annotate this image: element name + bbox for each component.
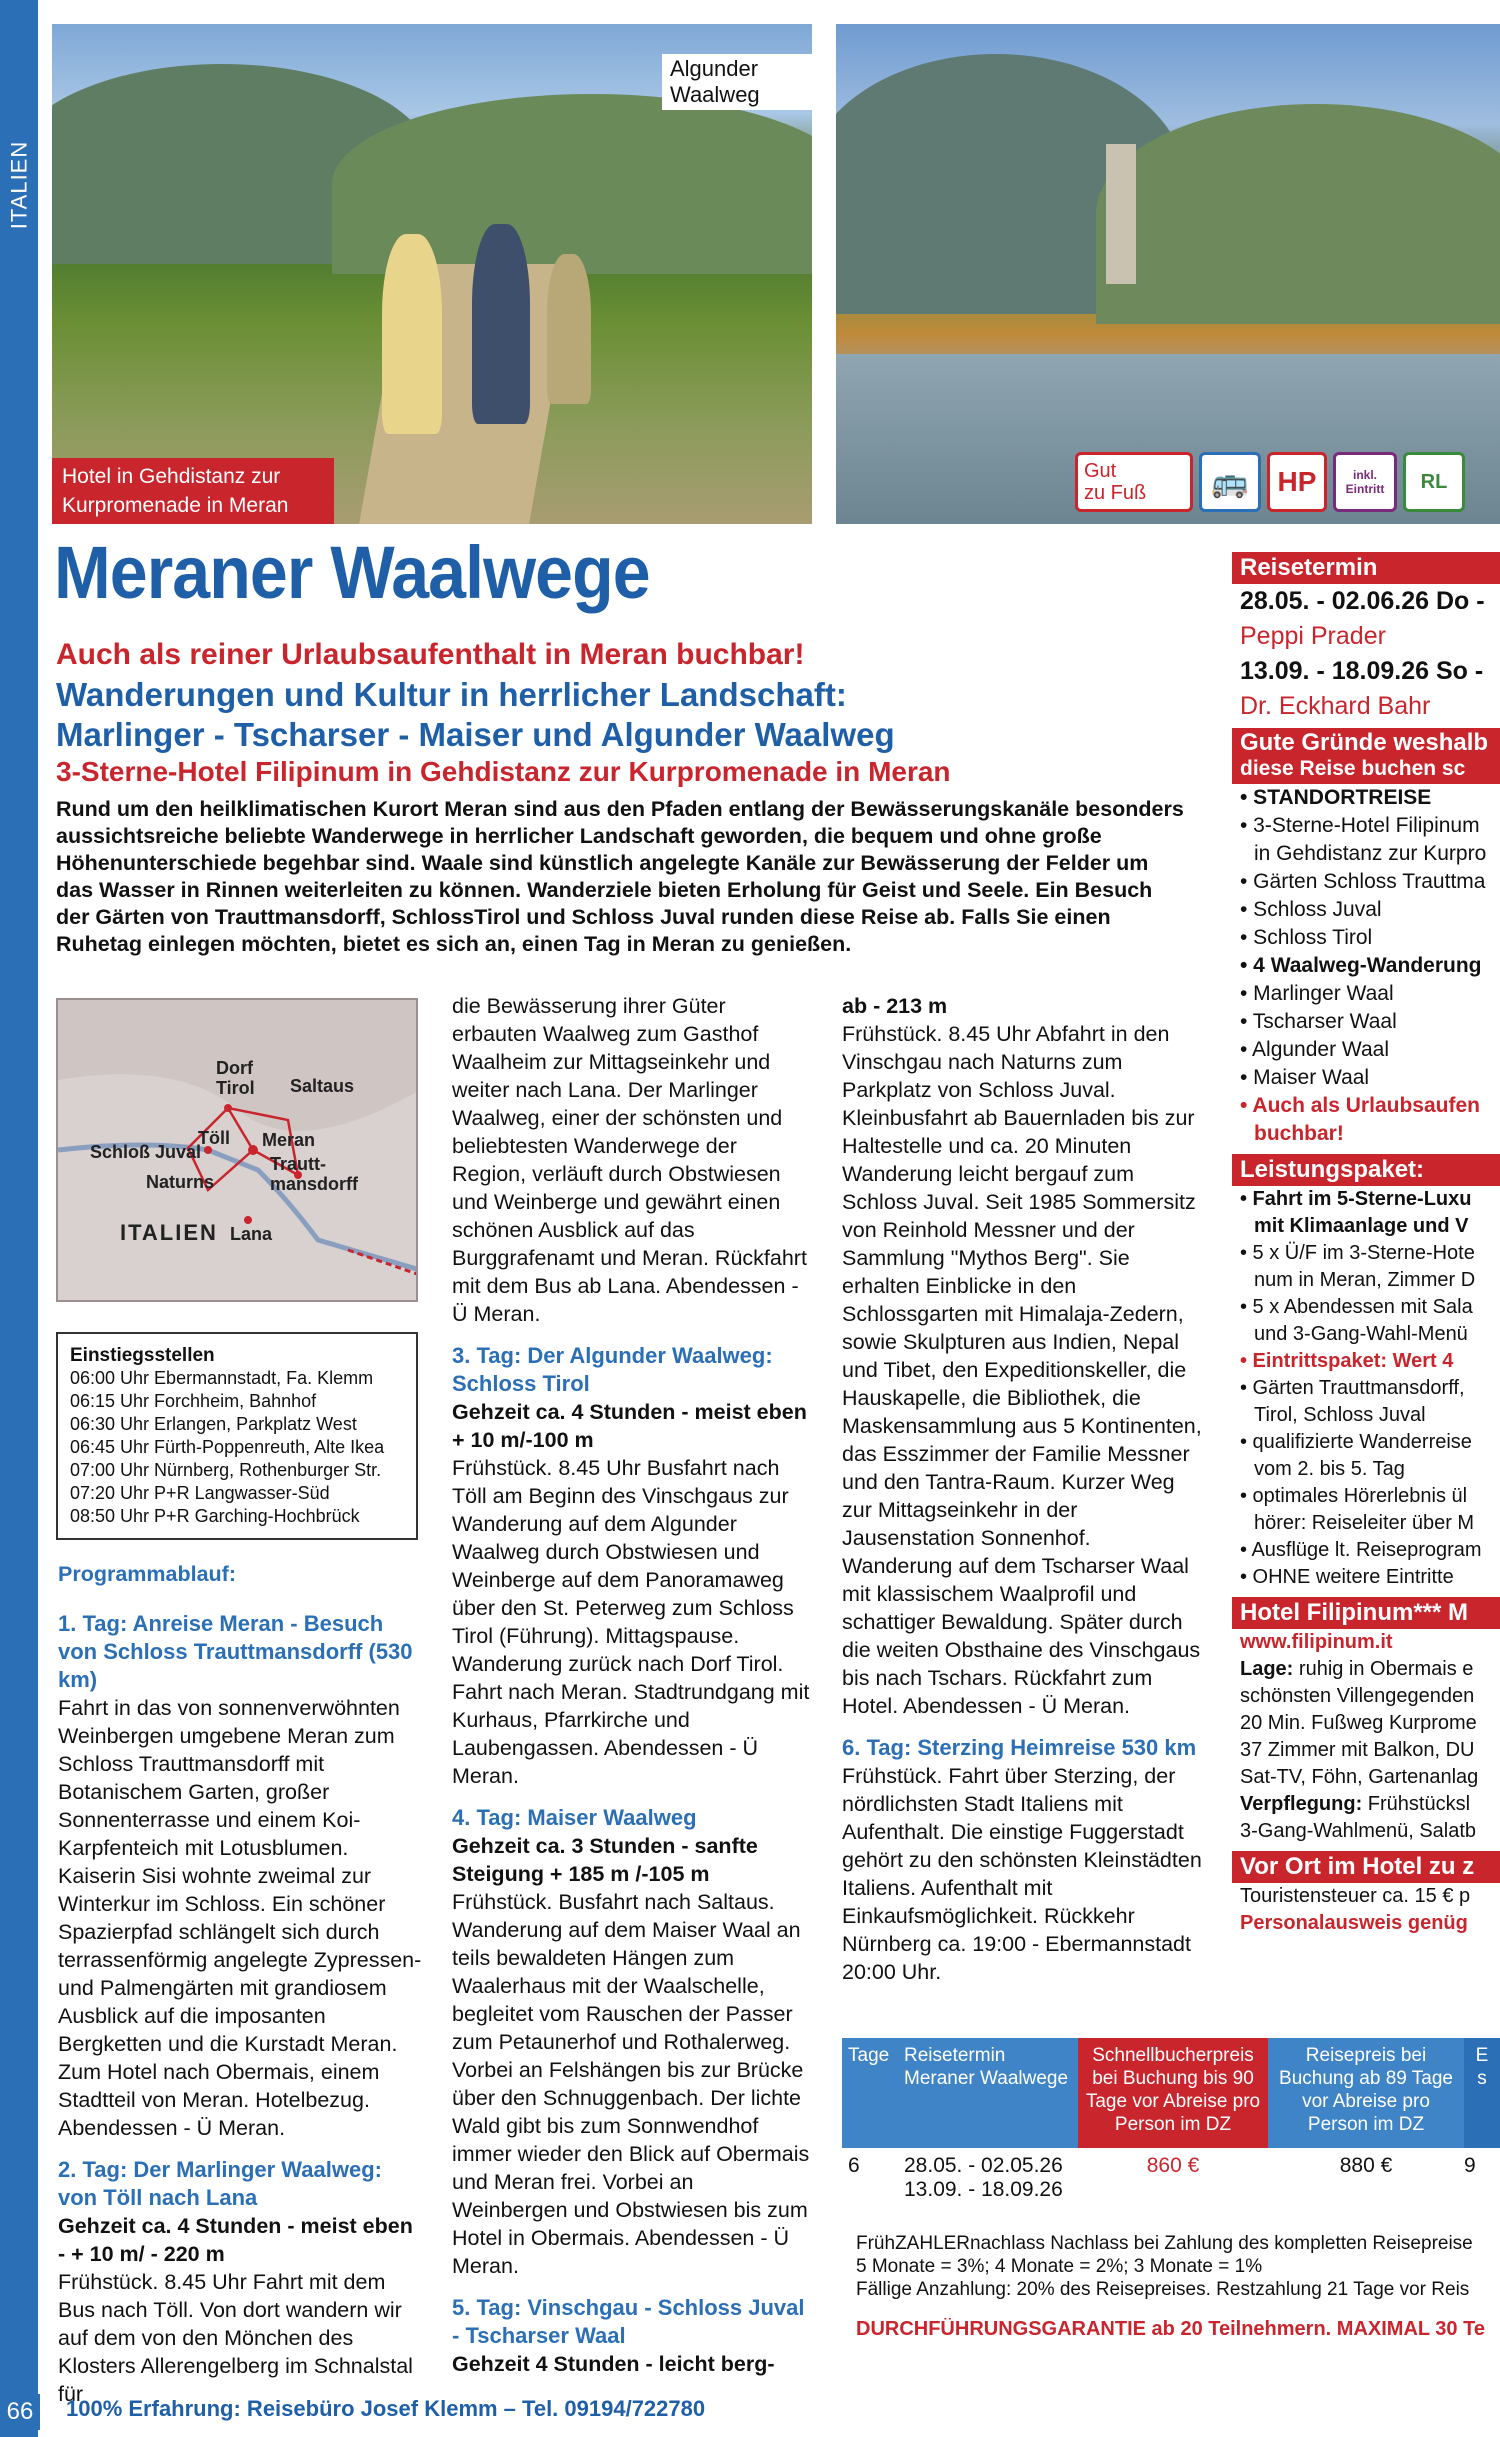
subtitle-bookable: Auch als reiner Urlaubsaufenthalt in Meran buchbar! — [56, 638, 805, 671]
day-title: 4. Tag: Maiser Waalweg — [452, 1805, 697, 1830]
program-column-2 — [452, 992, 812, 2378]
day-text: Frühstück. 8.45 Uhr Abfahrt in den Vinschgau nach Naturns zum Parkplatz von Schloss Juval. Kleinbusfahrt ab Bauernladen bis zur Haltestelle und ca. 20 Minuten Wanderung leicht bergauf zum Schloss Juval. Seit 1985 Sommersitz von Reinhold Messner und der Sammlung "Mythos Berg". Sie erhalten Einblicke in den Schlossgarten mit Himalaja-Zedern, sowie Skulpturen aus Indien, Nepal und Tibet, den Expeditionskeller, die Hauskapelle, die Bibliothek, die Maskensammlung aus 5 Kontinenten, das Esszimmer der Familie Messner und den Tantra-Raum. Kurzer Weg zur Mittagseinkehr in der Jausenstation Sonnenhof. Wanderung auf dem Tscharser Waal mit klassischem Waalprofil und schattiger Bewaldung. Später durch die weiten Obsthaine des Vinschgaus bis nach Tschars. Rückfahrt zum Hotel. Abendessen - Ü Meran. — [842, 1022, 1202, 1718]
day-text: Frühstück. Busfahrt nach Saltaus. Wanderung auf dem Maiser Waal an teils bewaldeten Hängen zum Waalerhaus mit der Waalschelle, begleitet vom Rauschen der Passer zum Petaunerhof und Rothalerweg. Vorbei an Felshängen bis zur Brücke über den Schnuggenbach. Der lichte Wald gibt bis zum Sonnwendhof immer wieder den Blick auf Obermais und Meran frei. Vorbei an Weinbergen und Obstwiesen bis zum Hotel in Obermais. Abendessen - Ü Meran. — [452, 1890, 810, 2278]
map-label: Töll — [198, 1128, 230, 1148]
list-item: • Tscharser Waal — [1240, 1010, 1397, 1033]
list-item: • Schloss Juval — [1240, 898, 1382, 921]
country-label: ITALIEN — [6, 140, 32, 230]
map-label: Naturns — [146, 1172, 215, 1192]
map-label: Meran — [262, 1130, 316, 1150]
list-item: 08:50 Uhr P+R Garching-Hochbrück — [70, 1506, 360, 1526]
column-header: Reisepreis bei Buchung ab 89 Tage vor Abreise pro Person im DZ — [1268, 2038, 1464, 2148]
photo-meran-river — [836, 24, 1500, 524]
border-line — [348, 1250, 418, 1275]
walking-distance-icon: Gut zu Fuß — [1075, 452, 1193, 512]
hotel-line: 20 Min. Fußweg Kurprome — [1240, 1712, 1477, 1734]
entrance-included-icon: inkl. Eintritt — [1333, 452, 1397, 512]
day-title: 2. Tag: Der Marlinger Waalweg: von Töll nach Lana — [58, 2157, 382, 2210]
map-label: Saltaus — [290, 1076, 355, 1096]
town-dot — [248, 1145, 258, 1155]
town-dot — [244, 1216, 252, 1224]
tour-leader: Dr. Eckhard Bahr — [1240, 692, 1431, 720]
subtitle-hiking: Wanderungen und Kultur in herrlicher Landschaft: — [56, 676, 847, 713]
list-item: • Schloss Tirol — [1240, 926, 1373, 949]
day-effort: ab - 213 m — [842, 994, 948, 1018]
list-item: • Fahrt im 5-Sterne-Luxu — [1240, 1188, 1472, 1210]
reasons-list — [1232, 784, 1500, 1148]
program-heading: Programmablauf: — [58, 1562, 237, 1586]
on-site-info — [1232, 1883, 1500, 1937]
list-item: • Auch als Urlaubsaufen — [1240, 1094, 1480, 1117]
list-item: 06:30 Uhr Erlangen, Parkplatz West — [70, 1414, 357, 1434]
termin-heading: Reisetermin — [1232, 552, 1500, 584]
list-item: • Gärten Trauttmansdorff, — [1240, 1377, 1465, 1399]
page-title: Meraner Waalwege — [54, 531, 650, 614]
hotel-website[interactable]: www.filipinum.it — [1240, 1631, 1393, 1653]
day-effort: Gehzeit 4 Stunden - leicht berg- — [452, 2352, 775, 2376]
photo-waalweg-hikers — [52, 24, 812, 524]
day-text: Fahrt in das von sonnenverwöhnten Weinbergen umgebene Meran zum Schloss Trauttmansdorff mit Botanischem Garten, großer Sonnenterrasse und einem Koi-Karpfenteich mit Lotusblumen. Kaiserin Sisi wohnte zweimal zur Winterkur im Schloss. Ein schöner Spazierpfad schlängelt sich durch terrassenförmig angelegte Zypressen- und Palmengärten mit grandiosem Ausblick auf die imposanten Bergketten und die Kurstadt Meran. Zum Hotel nach Obermais, einem Stadtteil von Meran. Hotelbezug. Abendessen - Ü Meran. — [58, 1696, 422, 2140]
day-title: 5. Tag: Vinschgau - Schloss Juval - Tscharser Waal — [452, 2295, 805, 2348]
tour-guide-icon: RL — [1403, 452, 1465, 512]
list-item: • Eintrittspaket: Wert 4 — [1240, 1350, 1454, 1372]
departure-stops — [56, 1332, 418, 1540]
list-item: • 4 Waalweg-Wanderung — [1240, 954, 1482, 977]
list-item: 06:15 Uhr Forchheim, Bahnhof — [70, 1391, 317, 1411]
list-item: • STANDORTREISE — [1240, 786, 1432, 809]
town-dot — [224, 1104, 232, 1112]
list-item: • OHNE weitere Eintritte — [1240, 1566, 1454, 1588]
list-item: • 5 x Ü/F im 3-Sterne-Hote — [1240, 1242, 1475, 1264]
route-map — [56, 998, 418, 1302]
footer-contact: 100% Erfahrung: Reisebüro Josef Klemm – Tel. 09194/722780 — [66, 2396, 706, 2421]
column-header: Schnellbucherpreis bei Buchung bis 90 Tage vor Abreise pro Person im DZ — [1078, 2038, 1268, 2148]
early-payment-note: FrühZAHLERnachlass Nachlass bei Zahlung des kompletten Reisepreise — [856, 2233, 1473, 2254]
list-item: vom 2. bis 5. Tag — [1254, 1458, 1405, 1480]
guarantee-note: DURCHFÜHRUNGSGARANTIE ab 20 Teilnehmern. MAXIMAL 30 Te — [856, 2318, 1485, 2340]
list-item: • Maiser Waal — [1240, 1066, 1370, 1089]
map-label: ITALIEN — [120, 1220, 218, 1245]
hotel-distance-tag: Hotel in Gehdistanz zur Kurpromenade in Meran — [52, 458, 334, 524]
deposit-note: Fällige Anzahlung: 20% des Reisepreises. Restzahlung 21 Tage vor Reis — [856, 2279, 1470, 2300]
list-item: in Gehdistanz zur Kurpro — [1254, 842, 1487, 865]
price-table-header — [842, 2038, 1500, 2148]
day-title: 6. Tag: Sterzing Heimreise 530 km — [842, 1735, 1197, 1760]
list-item: hörer: Reiseleiter über M — [1254, 1512, 1475, 1534]
program-column-1 — [58, 1560, 422, 2408]
column-header: E s — [1464, 2038, 1500, 2148]
tourist-tax: Touristensteuer ca. 15 € p — [1240, 1885, 1471, 1907]
day-text: Frühstück. 8.45 Uhr Fahrt mit dem Bus nach Töll. Von dort wandern wir auf dem von den Mönchen des Klosters Allerengelberg im Schnalstal für — [58, 2270, 413, 2406]
page-number: 66 — [0, 2394, 40, 2430]
list-item: und 3-Gang-Wahl-Menü — [1254, 1323, 1468, 1345]
stops-heading: Einstiegsstellen — [70, 1345, 215, 1366]
program-column-3 — [842, 992, 1202, 1986]
list-item: • 5 x Abendessen mit Sala — [1240, 1296, 1473, 1318]
list-item: 07:20 Uhr P+R Langwasser-Süd — [70, 1483, 330, 1503]
map-label: Schloß Juval — [90, 1142, 202, 1162]
list-item: • Algunder Waal — [1240, 1038, 1389, 1061]
id-note: Personalausweis genüg — [1240, 1912, 1468, 1934]
column-header: Reisetermin Meraner Waalwege — [898, 2038, 1078, 2148]
list-item: 06:00 Uhr Ebermannstadt, Fa. Klemm — [70, 1368, 374, 1388]
subtitle-hotel: 3-Sterne-Hotel Filipinum in Gehdistanz zur Kurpromenade in Meran — [56, 756, 951, 787]
intro-text: Rund um den heilklimatischen Kurort Meran sind aus den Pfaden entlang der Bewässerungskanäle besonders aussichtsreiche beliebte Wanderwege in herrlicher Landschaft geworden, die bequem und ohne große Höhenunterschiede begehbar sind. Waale sind künstlich angelegte Kanäle zur Bewässerung der Felder um das Wasser in Rinnen weiterleiten zu können. Wanderziele bieten Erholung für Geist und Seele. Ein Besuch der Gärten von Trauttmansdorff, SchlossTirol und Schloss Juval runden diese Reise ab. Falls Sie einen Ruhetag einlegen möchten, bietet es sich an, einen Tag in Meran zu genießen. — [56, 797, 1184, 956]
hotel-line: 3-Gang-Wahlmenü, Salatb — [1240, 1820, 1477, 1842]
list-item: Tirol, Schloss Juval — [1254, 1404, 1426, 1426]
reasons-heading: Gute Gründe weshalb diese Reise buchen sc — [1232, 728, 1500, 784]
day-text: die Bewässerung ihrer Güter erbauten Waalweg zum Gasthof Waalheim zur Mittagseinkehr und weiter nach Lana. Der Marlinger Waalweg, einer der schönsten und beliebtesten Wanderwege der Region, verläuft durch Obstwiesen und Weinberge und gewährt einen schönen Ausblick auf das Burggrafenamt und Meran. Rückfahrt mit dem Bus ab Lana. Abendessen - Ü Meran. — [452, 994, 807, 1326]
subtitle-waalwege: Marlinger - Tscharser - Maiser und Algunder Waalweg — [56, 716, 895, 753]
map-label: Trautt-mansdorff — [270, 1154, 359, 1194]
column-header: Tage — [842, 2038, 898, 2148]
list-item: • Gärten Schloss Trauttma — [1240, 870, 1486, 893]
hotel-info: www.filipinum.it Lage: ruhig in Obermais e schönsten Villengegenden 20 Min. Fußweg Kurprome 37 Zimmer mit Balkon, DU Sat-TV, Föhn, Gartenanlag Verpflegung: Frühstücksl 3-Gang-Wahlmenü, Salatb — [1232, 1629, 1500, 1845]
price-table — [842, 2038, 1500, 2202]
bus-icon: 🚌 — [1199, 452, 1261, 512]
sidebar-strip — [0, 0, 38, 2437]
list-item: • optimales Hörerlebnis ül — [1240, 1485, 1468, 1507]
church-tower — [1106, 144, 1136, 284]
on-site-heading: Vor Ort im Hotel zu z — [1232, 1851, 1500, 1883]
termin-date: 28.05. - 02.06.26 Do - — [1240, 587, 1485, 615]
day-text: Frühstück. 8.45 Uhr Busfahrt nach Töll am Beginn des Vinschgaus zur Wanderung auf dem Algunder Waalweg durch Obstwiesen und Weinberge auf dem Panoramaweg über den St. Peterweg zum Schloss Tirol (Führung). Mittagspause. Wanderung zurück nach Dorf Tirol. Fahrt nach Meran. Stadtrundgang mit Kurhaus, Pfarrkirche und Laubengassen. Abendessen - Ü Meran. — [452, 1456, 810, 1788]
hotel-line: 37 Zimmer mit Balkon, DU — [1240, 1739, 1475, 1761]
map-label: Lana — [230, 1224, 273, 1244]
list-item: buchbar! — [1254, 1122, 1344, 1145]
package-list — [1232, 1186, 1500, 1591]
list-item: • qualifizierte Wanderreise — [1240, 1431, 1472, 1453]
hotel-line: schönsten Villengegenden — [1240, 1685, 1475, 1707]
info-sidebar — [1232, 552, 1500, 1937]
list-item: • 3-Sterne-Hotel Filipinum — [1240, 814, 1480, 837]
list-item: • Ausflüge lt. Reiseprogram — [1240, 1539, 1482, 1561]
list-item: 06:45 Uhr Fürth-Poppenreuth, Alte Ikea — [70, 1437, 385, 1457]
day-title: 1. Tag: Anreise Meran - Besuch von Schloss Trauttmansdorff (530 km) — [58, 1611, 413, 1692]
day-effort: Gehzeit ca. 4 Stunden - meist eben - + 10 m/ - 220 m — [58, 2214, 413, 2266]
tour-leader: Peppi Prader — [1240, 622, 1386, 650]
list-item: • Marlinger Waal — [1240, 982, 1394, 1005]
half-board-icon: HP — [1267, 452, 1327, 512]
hotel-heading: Hotel Filipinum*** M — [1232, 1597, 1500, 1629]
day-title: 3. Tag: Der Algunder Waalweg: Schloss Tirol — [452, 1343, 773, 1396]
day-effort: Gehzeit ca. 3 Stunden - sanfte Steigung + 185 m /-105 m — [452, 1834, 758, 1886]
map-label: Dorf Tirol — [216, 1058, 255, 1098]
termin-date: 13.09. - 18.09.26 So - — [1240, 657, 1484, 685]
day-text: Frühstück. Fahrt über Sterzing, der nördlichsten Stadt Italiens mit Aufenthalt. Die einstige Fuggerstadt gehört zu den schönsten Kleinstädten Italiens. Aufenthalt mit Einkaufsmöglichkeit. Rückkehr Nürnberg ca. 19:00 - Ebermannstadt 20:00 Uhr. — [842, 1764, 1202, 1984]
table-row: 6 28.05. - 02.05.26 13.09. - 18.09.26 860 € 880 € 9 — [848, 2154, 1476, 2201]
feature-icons — [1075, 452, 1465, 512]
list-item: mit Klimaanlage und V — [1254, 1215, 1469, 1237]
day-effort: Gehzeit ca. 4 Stunden - meist eben + 10 m/-100 m — [452, 1400, 807, 1452]
list-item: 07:00 Uhr Nürnberg, Rothenburger Str. — [70, 1460, 382, 1480]
discount-tiers: 5 Monate = 3%; 4 Monate = 2%; 3 Monate = 1% — [856, 2256, 1263, 2277]
photo-caption: Algunder Waalweg — [662, 54, 812, 110]
list-item: num in Meran, Zimmer D — [1254, 1269, 1476, 1291]
package-heading: Leistungspaket: — [1232, 1154, 1500, 1186]
hotel-line: Sat-TV, Föhn, Gartenanlag — [1240, 1766, 1479, 1788]
